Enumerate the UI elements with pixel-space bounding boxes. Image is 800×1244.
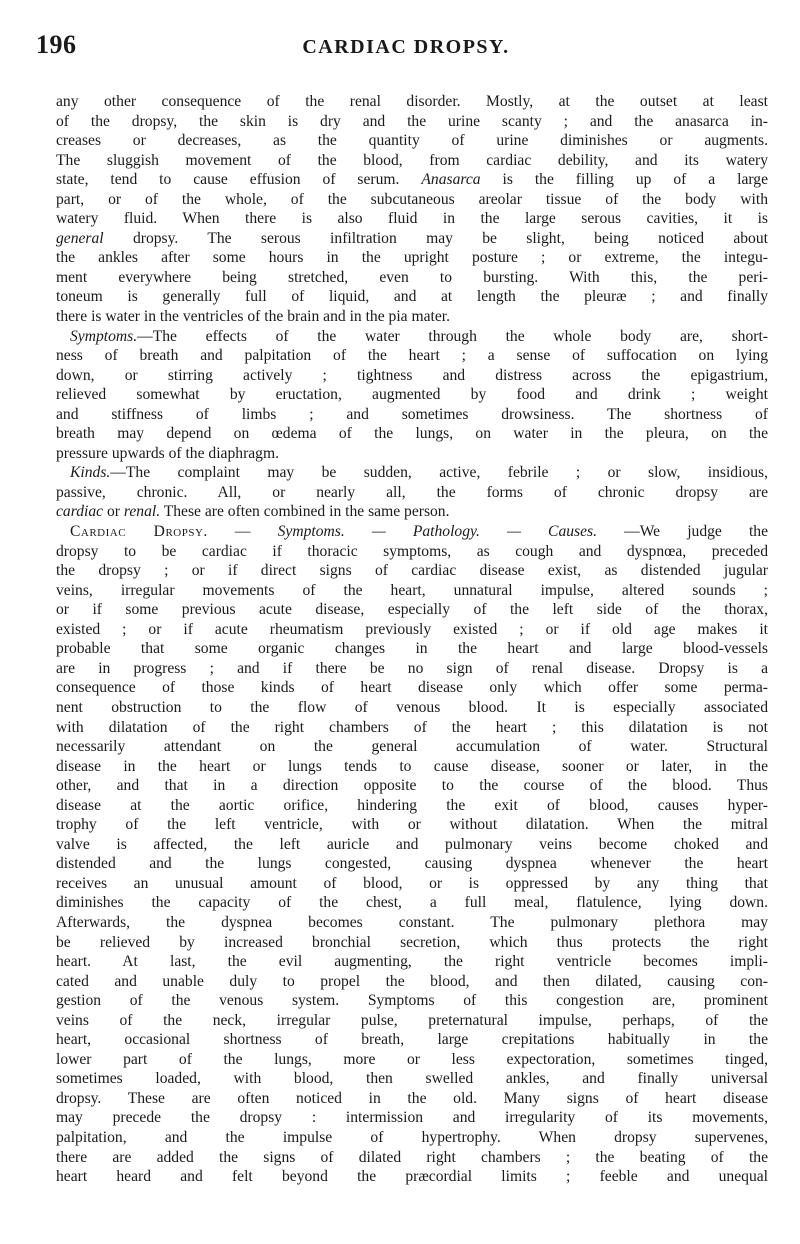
text-line (56, 1108, 768, 1128)
text-line (56, 385, 768, 405)
text-run: heart. At last, the evil augmenting, the right ventricle becomes impli- (56, 953, 768, 971)
text-run: disease in the heart or lungs tends to cause disease, sooner or later, in the (56, 757, 768, 775)
text-line (56, 346, 768, 366)
text-run: Afterwards, the dyspnea becomes constant. The pulmonary plethora may (56, 913, 768, 931)
text-line (56, 307, 768, 327)
text-run: or if some previous acute disease, especially of the left side of the thorax, (56, 601, 768, 619)
text-run: disease at the aortic orifice, hindering the exit of blood, causes hyper- (56, 796, 768, 814)
text-line (56, 835, 768, 855)
text-line (56, 209, 768, 229)
text-run: palpitation, and the impulse of hypertrophy. When dropsy supervenes, (56, 1128, 768, 1146)
text-line (56, 972, 768, 992)
text-line (56, 776, 768, 796)
text-line (56, 581, 768, 601)
text-line (56, 112, 768, 132)
text-run: watery fluid. When there is also fluid in the large serous cavities, it is (56, 210, 768, 228)
text-line (56, 229, 768, 249)
italic-run: Anasarca (421, 171, 481, 189)
text-run: down, or stirring actively ; tightness and distress across the epigastrium, (56, 366, 768, 384)
text-line (56, 444, 768, 464)
text-run: of the dropsy, the skin is dry and the urine scanty ; and the anasarca in- (56, 112, 768, 130)
text-run: pressure upwards of the diaphragm. (56, 444, 280, 462)
text-run: passive, chronic. All, or nearly all, the forms of chronic dropsy are (56, 483, 768, 501)
text-line (56, 248, 768, 268)
text-line (56, 893, 768, 913)
italic-run: general (56, 229, 104, 247)
text-run: or (103, 503, 124, 521)
running-head: CARDIAC DROPSY. (302, 36, 510, 58)
text-line (56, 1128, 768, 1148)
text-run: veins, irregular movements of the heart, unnatural impulse, altered sounds ; (56, 581, 768, 599)
text-run: distended and the lungs congested, causing dyspnea whenever the heart (56, 855, 768, 873)
text-run: These are often combined in the same person. (160, 503, 450, 521)
text-run: receives an unusual amount of blood, or is oppressed by any thing that (56, 874, 768, 892)
text-line (56, 405, 768, 425)
body-text (56, 92, 768, 1187)
text-run: lower part of the lungs, more or less expectoration, sometimes tinged, (56, 1050, 768, 1068)
text-line (56, 463, 768, 483)
text-run: toneum is generally full of liquid, and at length the pleuræ ; and finally (56, 288, 768, 306)
text-line (56, 737, 768, 757)
text-line (56, 600, 768, 620)
section-heading: Cardiac Dropsy. (70, 523, 208, 541)
text-run: part, or of the whole, of the subcutaneous areolar tissue of the body with (56, 190, 768, 208)
text-line (56, 952, 768, 972)
text-line (56, 92, 768, 112)
text-line (56, 913, 768, 933)
text-line (56, 620, 768, 640)
text-line (56, 1089, 768, 1109)
text-run: gestion of the venous system. Symptoms of this congestion are, prominent (56, 992, 768, 1010)
text-run: valve is affected, the left auricle and pulmonary veins become choked and (56, 835, 768, 853)
text-line (56, 502, 768, 522)
text-run: breath may depend on œdema of the lungs, on water in the pleura, on the (56, 425, 768, 443)
text-line (56, 327, 768, 347)
text-run: ment everywhere being stretched, even to bursting. With this, the peri- (56, 268, 768, 286)
text-run: heart heard and felt beyond the præcordial limits ; feeble and unequal (56, 1168, 768, 1186)
text-run: creases or decreases, as the quantity of urine diminishes or augments. (56, 132, 768, 150)
italic-run: cardiac (56, 503, 104, 521)
text-line (56, 659, 768, 679)
text-line (56, 424, 768, 444)
text-line (56, 757, 768, 777)
text-run: sometimes loaded, with blood, then swelled ankles, and finally universal (56, 1070, 768, 1088)
text-run: necessarily attendant on the general accumulation of water. Structural (56, 738, 768, 756)
text-run: be relieved by increased bronchial secretion, which thus protects the right (56, 933, 768, 951)
text-line (56, 483, 768, 503)
text-run: any other consequence of the renal disorder. Mostly, at the outset at least (56, 93, 768, 110)
text-run: and stiffness of limbs ; and sometimes drowsiness. The shortness of (56, 405, 768, 423)
text-line (56, 268, 768, 288)
text-run: ness of breath and palpitation of the heart ; a sense of suffocation on lying (56, 347, 768, 365)
italic-run: Symptoms. — Pathology. — Causes. (277, 523, 597, 541)
text-line (56, 522, 768, 542)
text-line (56, 1011, 768, 1031)
text-run: —The complaint may be sudden, active, febrile ; or slow, insidious, (110, 464, 768, 482)
italic-run: Kinds. (70, 464, 111, 482)
text-run: —The effects of the water through the whole body are, short- (137, 327, 768, 345)
text-line (56, 854, 768, 874)
text-run: trophy of the left ventricle, with or without dilatation. When the mitral (56, 816, 768, 834)
text-run: veins of the neck, irregular pulse, preternatural impulse, perhaps, of the (56, 1011, 768, 1029)
text-run: other, and that in a direction opposite to the course of the blood. Thus (56, 777, 768, 795)
text-run: there is water in the ventricles of the brain and in the pia mater. (56, 308, 451, 326)
text-line (56, 366, 768, 386)
text-run: heart, occasional shortness of breath, large crepitations habitually in the (56, 1031, 768, 1049)
text-run: consequence of those kinds of heart disease only which offer some perma- (56, 679, 768, 697)
text-line (56, 874, 768, 894)
italic-run: Symptoms. (70, 327, 138, 345)
text-line (56, 190, 768, 210)
text-line (56, 542, 768, 562)
text-run: are in progress ; and if there be no sign of renal disease. Dropsy is a (56, 659, 768, 677)
text-run: The sluggish movement of the blood, from cardiac debility, and its watery (56, 151, 768, 169)
text-line (56, 933, 768, 953)
text-run: the ankles after some hours in the upright posture ; or extreme, the integu- (56, 249, 768, 267)
text-line (56, 131, 768, 151)
page-number: 196 (36, 30, 77, 59)
text-run: state, tend to cause effusion of serum. (56, 171, 422, 189)
text-line (56, 561, 768, 581)
italic-run: renal. (123, 503, 161, 521)
text-run: the dropsy ; or if direct signs of cardiac disease exist, as distended jugular (56, 562, 768, 580)
text-line (56, 287, 768, 307)
text-run: is the filling up of a large (480, 171, 769, 189)
page-header (36, 30, 776, 64)
text-run: with dilatation of the right chambers of the heart ; this dilatation is not (56, 718, 768, 736)
text-run: there are added the signs of dilated right chambers ; the beating of the (56, 1148, 768, 1166)
text-run: existed ; or if acute rheumatism previously existed ; or if old age makes it (56, 620, 768, 638)
text-line (56, 151, 768, 171)
text-run: dropsy. The serous infiltration may be slight, being noticed about (103, 229, 768, 247)
text-run: may precede the dropsy : intermission and irregularity of its movements, (56, 1109, 768, 1127)
text-run: — (207, 523, 278, 541)
text-run: diminishes the capacity of the chest, a full meal, flatulence, lying down. (56, 894, 768, 912)
text-run: —We judge the (597, 523, 769, 541)
text-line (56, 815, 768, 835)
text-run: probable that some organic changes in the heart and large blood-vessels (56, 640, 768, 658)
text-line (56, 1167, 768, 1187)
text-line (56, 1069, 768, 1089)
text-line (56, 1030, 768, 1050)
text-line (56, 698, 768, 718)
text-line (56, 678, 768, 698)
text-line (56, 639, 768, 659)
text-run: dropsy. These are often noticed in the old. Many signs of heart disease (56, 1089, 768, 1107)
text-line (56, 1050, 768, 1070)
text-line (56, 718, 768, 738)
text-line (56, 170, 768, 190)
text-run: dropsy to be cardiac if thoracic symptoms, as cough and dyspnœa, preceded (56, 542, 768, 560)
text-line (56, 796, 768, 816)
text-run: relieved somewhat by eructation, augmented by food and drink ; weight (56, 386, 768, 404)
text-run: nent obstruction to the flow of venous blood. It is especially associated (56, 698, 768, 716)
text-line (56, 1148, 768, 1168)
text-line (56, 991, 768, 1011)
text-run: cated and unable duly to propel the blood, and then dilated, causing con- (56, 972, 768, 990)
